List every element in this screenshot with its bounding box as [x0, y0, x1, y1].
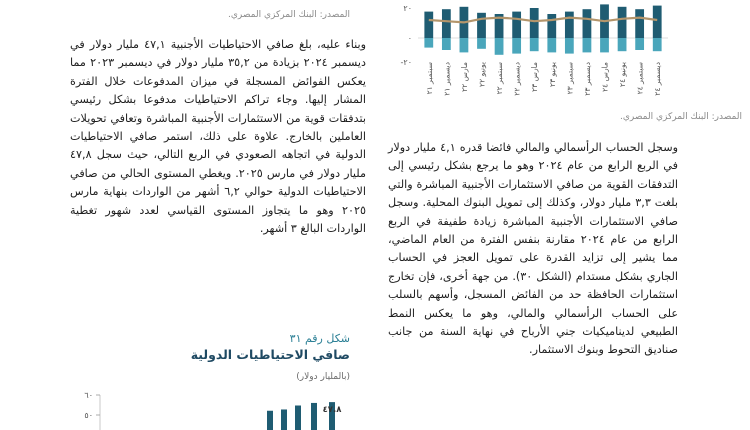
reserves-bar [267, 411, 273, 430]
cap-xtick-label: ديسمبر ٢٣ [582, 62, 592, 96]
top-source-note: المصدر: البنك المركزي المصري. [227, 10, 350, 20]
cap-bar-positive [618, 7, 627, 38]
cap-bar-positive [547, 14, 556, 38]
left-paragraph: وبناء عليه، بلغ صافي الاحتياطيات الأجنبية ٤٧,١ مليار دولار في ديسمبر ٢٠٢٤ بزيادة من ٣٥,٢ مليار دولار في ديسمبر ٢٠٢٣ مما يعكس الفوائض المسجلة في ميزان المدفوعات خلال الفترة المشار إليها. وجاء تراكم الاحتياطيات مدفوعا بشكل رئيسي بتدفقات قوية من الاستثمارات الأجنبية المباشرة وتعافي تحويلات العاملين بالخارج. علاوة على ذلك، استمر صافي الاحتياطيات الدولية في اتجاهه الصعودي في الربع التالي، حيث سجل ٤٧,٨ مليار دولار في مارس ٢٠٢٥. ويغطي المستوى الحالي من صافي الاحتياطيات الدولية حوالي ٦,٢ أشهر من الواردات بنهاية مارس ٢٠٢٥ وهو ما يتجاوز المستوى القياسي لعدد شهور تغطية الواردات البالغ ٣ أشهر. [70, 38, 366, 236]
cap-bar-positive [442, 9, 451, 38]
cap-bar-negative [442, 38, 451, 50]
reserves-data-label: ٤٧.٨ [322, 405, 342, 415]
cap-bar-negative [653, 38, 662, 51]
reserves-chart [70, 385, 370, 430]
cap-xtick-label: يونيو ٢٤ [618, 62, 628, 87]
cap-bar-negative [512, 38, 521, 54]
cap-xtick-label: ديسمبر ٢٤ [653, 62, 663, 96]
cap-xtick-label: سبتمبر ٢٣ [565, 62, 575, 95]
cap-bar-negative [600, 38, 609, 52]
cap-bar-negative [583, 38, 592, 52]
cap-bar-negative [477, 38, 486, 49]
cap-bar-positive [512, 12, 521, 38]
cap-bar-negative [495, 38, 504, 55]
cap-bar-negative [635, 38, 644, 50]
left-text-column [70, 36, 366, 238]
cap-xtick-label: سبتمبر ٢١ [424, 62, 434, 95]
cap-bar-negative [547, 38, 556, 52]
reserves-ytick-label: ٦٠ [84, 391, 93, 400]
reserves-bar [311, 403, 317, 430]
cap-bar-positive [424, 12, 433, 38]
cap-xtick-label: يونيو ٢٣ [547, 62, 557, 87]
cap-bar-negative [618, 38, 627, 51]
cap-bar-negative [530, 38, 539, 51]
cap-xtick-label: مارس ٢٤ [600, 62, 610, 92]
cap-xtick-label: مارس ٢٣ [530, 62, 540, 92]
cap-xtick-label: سبتمبر ٢٢ [495, 62, 505, 95]
cap-xtick-label: مارس ٢٢ [459, 62, 469, 92]
reserves-ytick-label: ٥٠ [84, 411, 93, 420]
cap-bar-positive [583, 9, 592, 38]
figure-label: شكل رقم ٣١ [289, 332, 350, 345]
figure-title: صافي الاحتياطيات الدولية [190, 347, 350, 362]
reserves-bar [281, 409, 287, 430]
cap-bar-positive [565, 12, 574, 38]
cap-bar-negative [565, 38, 574, 54]
cap-bar-positive [530, 8, 539, 38]
cap-xtick-label: سبتمبر ٢٤ [635, 62, 645, 95]
capital-account-chart [388, 0, 678, 110]
figure-unit: (بالمليار دولار) [296, 372, 350, 382]
cap-bar-negative [424, 38, 433, 48]
cap-xtick-label: يونيو ٢٢ [477, 62, 487, 87]
cap-bar-positive [635, 9, 644, 38]
cap-ytick-label: -٢٠ [400, 58, 412, 67]
cap-xtick-label: ديسمبر ٢٢ [512, 62, 522, 96]
cap-xtick-label: ديسمبر ٢١ [442, 62, 452, 96]
reserves-bar [295, 406, 301, 430]
cap-ytick-label: ٠ [407, 34, 412, 43]
chart-source-note: المصدر: البنك المركزي المصري. [619, 112, 742, 122]
cap-bar-positive [653, 6, 662, 38]
cap-ytick-label: ٢٠ [403, 4, 412, 13]
cap-bar-positive [477, 13, 486, 38]
cap-bar-negative [460, 38, 469, 52]
right-paragraph: وسجل الحساب الرأسمالي والمالي فائضا قدره ٤,١ مليار دولار في الربع الرابع من عام ٢٠٢٤ وهو ما يرجع بشكل رئيسي إلى التدفقات القوية من صافي الاستثمارات الأجنبية المباشرة والتي بلغت ٣,٣ مليار دولار، وكذلك إلى تمويل البنوك المحلية. وسجل صافي الاستثمارات الأجنبية المباشرة زيادة طفيفة في الربع الرابع من عام ٢٠٢٤ مقارنة بنفس الفترة من العام الماضي، مما يشير إلى تزايد القدرة على تمويل العجز في الحساب الجاري بشكل مستدام (الشكل ٣٠). من جهة أخرى، فإن تخارج استثمارات الحافظة حد من الفائض المسجل، وأسهم بالسلب على الحساب الرأسمالي والمالي، وهو ما يعكس النمط الطبيعي لديناميكيات جني الأرباح في نهاية السنة من جانب صناديق التحوط وبنوك الاستثمار. [388, 141, 679, 357]
right-text-column [388, 139, 678, 360]
